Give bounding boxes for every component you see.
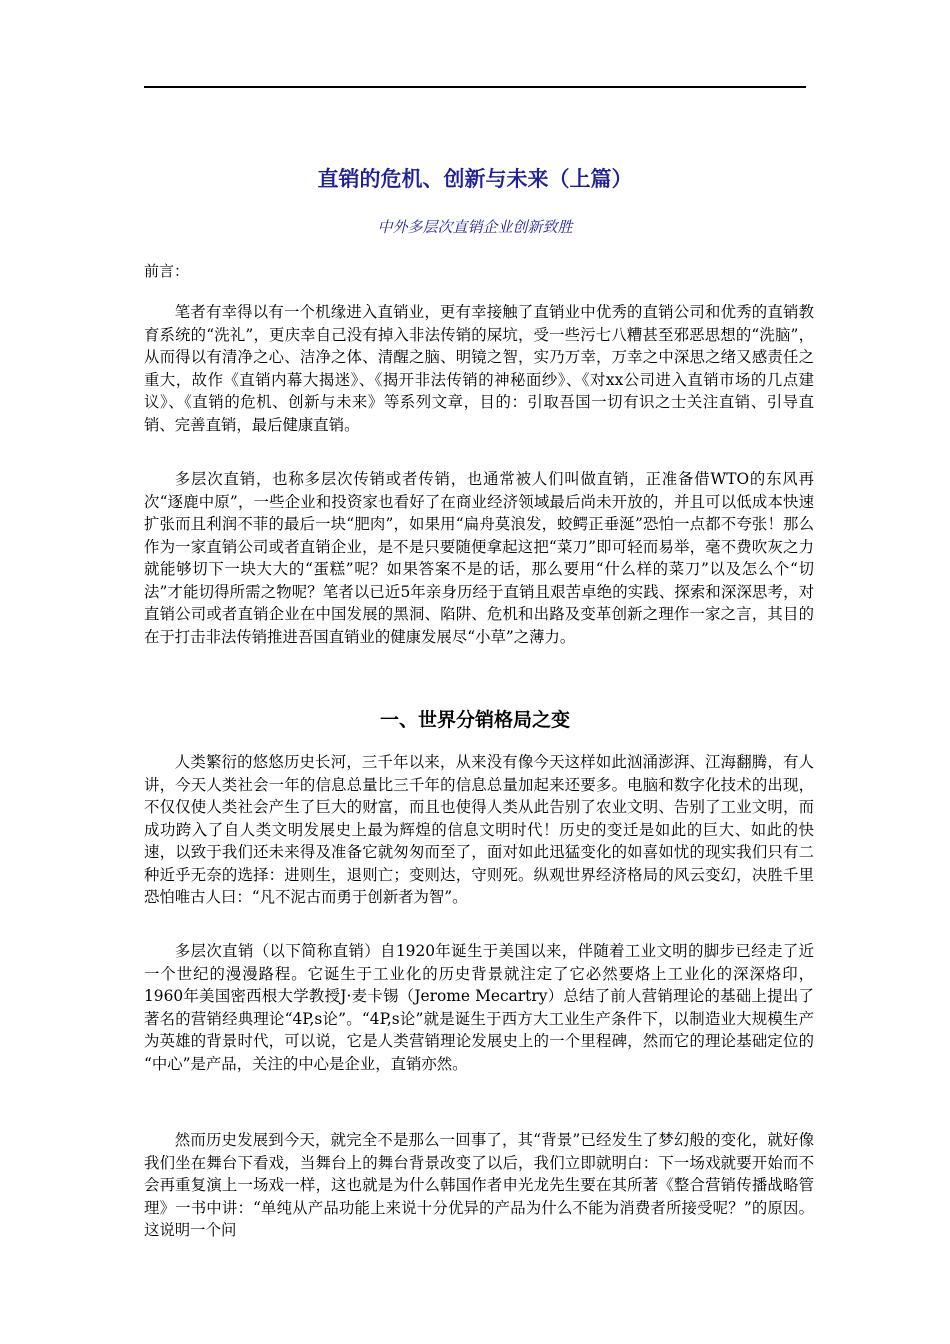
section-paragraph-3: 然而历史发展到今天，就完全不是那么一回事了，其“背景”已经发生了梦幻般的变化，就好像我们坐在舞台下看戏，当舞台上的舞台背景改变了以后，我们立即就明白：下一场戏就要开始而不会再重复演上一场戏一样，这也就是为什么韩国作者申光龙先生要在其所著《整合营销传播战略管理》一书中讲：“单纯从产品功能上来说十分优异的产品为什么不能为消费者所接受呢？”的原因。这说明一个问 xyxy=(144,1131,814,1239)
preface-paragraph-1: 笔者有幸得以有一个机缘进入直销业，更有幸接触了直销业中优秀的直销公司和优秀的直销教育系统的“洗礼”，更庆幸自己没有掉入非法传销的屎坑，受一些污七八糟甚至邪恶思想的“洗脑”，从而得以有清净之心、洁净之体、清醒之脑、明镜之智，实乃万幸，万幸之中深思之绪又感责任之重大，故作《直销内幕大揭迷》、《揭开非法传销的神秘面纱》、《对xx公司进入直销市场的几点建议》、《直销的危机、创新与未来》等系列文章，目的：引取吾国一切有识之士关注直销、引导直销、完善直销，最后健康直销。 xyxy=(144,303,814,434)
section-heading: 一、世界分销格局之变 xyxy=(379,709,570,731)
preface-paragraph-2: 多层次直销，也称多层次传销或者传销，也通常被人们叫做直销，正准备借WTO的东风再次“逐鹿中原”，一些企业和投资家也看好了在商业经济领域最后尚未开放的，并且可以低成本快速扩张而且利润不菲的最后一块“肥肉”，如果用“扁舟莫浪发，蛟鳄正垂涎”恐怕一点都不夸张！那么作为一家直销公司或者直销企业，是不是只要随便拿起这把“菜刀”即可轻而易举，毫不费吹灰之力就能够切下一块大大的“蛋糕”呢？如果答案不是的话，那么要用“什么样的菜刀”以及怎么个“切法”才能切得所需之物呢？笔者以已近5年亲身历经于直销且艰苦卓绝的实践、探索和深深思考，对直销公司或者直销企业在中国发展的黑洞、陷阱、危机和出路及变革创新之理作一家之言，其目的在于打击非法传销推进吾国直销业的健康发展尽“小草”之薄力。 xyxy=(144,470,814,646)
document-subtitle: 中外多层次直销企业创新致胜 xyxy=(377,218,573,236)
document-title: 直销的危机、创新与未来（上篇） xyxy=(317,166,633,191)
section-paragraph-1: 人类繁衍的悠悠历史长河，三千年以来，从来没有像今天这样如此汹涌澎湃、江海翻腾，有人讲，今天人类社会一年的信息总量比三千年的信息总量加起来还要多。电脑和数字化技术的出现，不仅仅使人类社会产生了巨大的财富，而且也使得人类从此告别了农业文明、告别了工业文明，而成功跨入了自人类文明发展史上最为辉煌的信息文明时代！历史的变迁是如此的巨大、如此的快速，以致于我们还未来得及准备它就匆匆而至了，面对如此迅猛变化的如喜如忧的现实我们只有二种近乎无奈的选择：进则生，退则亡；变则达，守则死。纵观世界经济格局的风云变幻，决胜千里恐怕唯古人曰：“凡不泥古而勇于创新者为智”。 xyxy=(144,753,814,906)
preface-label: 前言： xyxy=(144,262,190,280)
header-rule xyxy=(144,86,806,88)
section-paragraph-2: 多层次直销（以下简称直销）自1920年诞生于美国以来，伴随着工业文明的脚步已经走了近一个世纪的漫漫路程。它诞生于工业化的历史背景就注定了它必然要烙上工业化的深深烙印，1960年美国密西根大学教授J·麦卡锡（Jerome Mecartry）总结了前人营销理论的基础上提出了著名的营销经典理论“4P,s论”。“4P,s论”就是诞生于西方大工业生产条件下，以制造业大规模生产为英雄的背景时代，可以说，它是人类营销理论发展史上的一个里程碑，然而它的理论基础定位的 “中心”是产品，关注的中心是企业，直销亦然。 xyxy=(144,942,814,1073)
